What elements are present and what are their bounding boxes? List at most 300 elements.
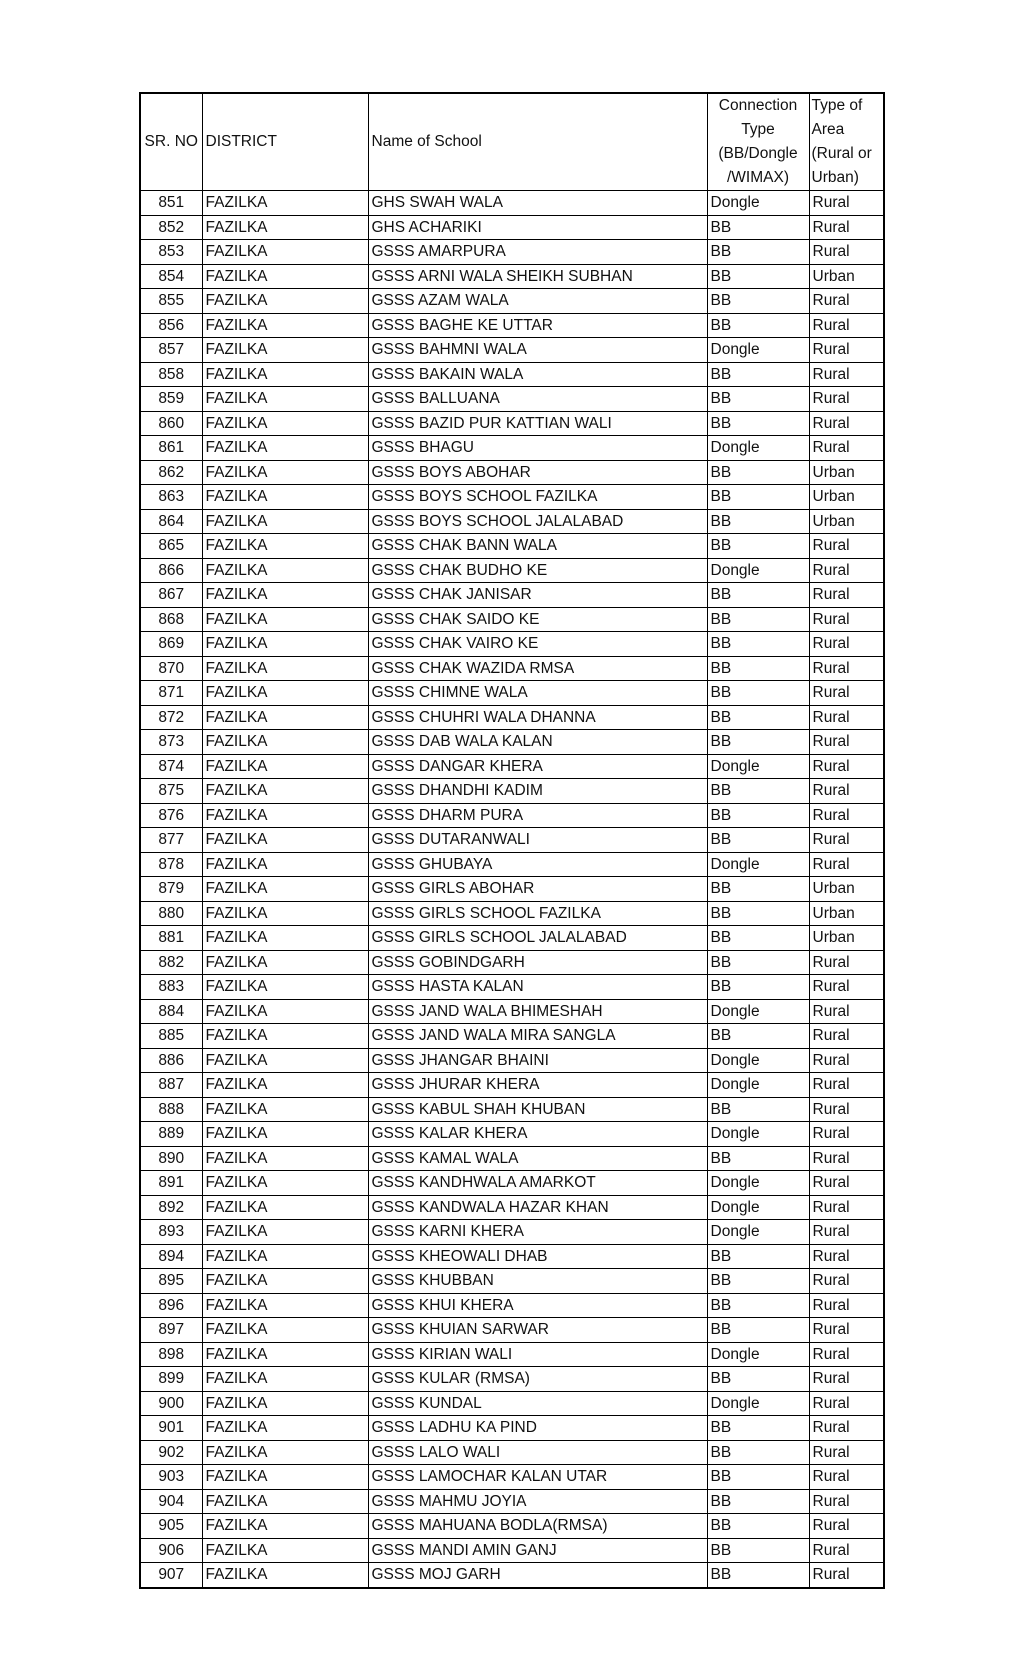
area-type-cell: Rural: [809, 240, 884, 265]
connection-type-cell: BB: [707, 583, 809, 608]
school-name-cell: GSSS BOYS ABOHAR: [368, 460, 707, 485]
connection-type-cell: Dongle: [707, 1048, 809, 1073]
district-cell: FAZILKA: [202, 1171, 368, 1196]
sr-no-cell: 890: [140, 1146, 202, 1171]
table-row: [140, 754, 884, 779]
sr-no-cell: 886: [140, 1048, 202, 1073]
district-cell: FAZILKA: [202, 1391, 368, 1416]
school-name-cell: GSSS BAKAIN WALA: [368, 362, 707, 387]
area-type-cell: Rural: [809, 1122, 884, 1147]
district-cell: FAZILKA: [202, 264, 368, 289]
connection-type-cell: BB: [707, 607, 809, 632]
sr-no-cell: 863: [140, 485, 202, 510]
connection-type-cell: BB: [707, 264, 809, 289]
school-name-cell: GSSS CHAK BUDHO KE: [368, 558, 707, 583]
sr-no-cell: 895: [140, 1269, 202, 1294]
area-type-cell: Rural: [809, 975, 884, 1000]
area-type-cell: Rural: [809, 656, 884, 681]
area-type-cell: Urban: [809, 460, 884, 485]
sr-no-cell: 903: [140, 1465, 202, 1490]
sr-no-cell: 902: [140, 1440, 202, 1465]
area-type-cell: Rural: [809, 1367, 884, 1392]
school-name-cell: GSSS BAZID PUR KATTIAN WALI: [368, 411, 707, 436]
connection-type-cell: Dongle: [707, 754, 809, 779]
school-name-cell: GSSS GOBINDGARH: [368, 950, 707, 975]
table-row: [140, 215, 884, 240]
district-cell: FAZILKA: [202, 1416, 368, 1441]
district-cell: FAZILKA: [202, 1146, 368, 1171]
sr-no-cell: 852: [140, 215, 202, 240]
district-cell: FAZILKA: [202, 730, 368, 755]
table-row: [140, 1269, 884, 1294]
sr-no-cell: 855: [140, 289, 202, 314]
sr-no-cell: 875: [140, 779, 202, 804]
area-type-cell: Rural: [809, 1269, 884, 1294]
table-row: [140, 1073, 884, 1098]
district-cell: FAZILKA: [202, 411, 368, 436]
connection-type-cell: BB: [707, 1538, 809, 1563]
connection-type-cell: BB: [707, 509, 809, 534]
area-type-cell: Rural: [809, 1563, 884, 1588]
school-name-cell: GSSS KHUIAN SARWAR: [368, 1318, 707, 1343]
area-type-cell: Rural: [809, 313, 884, 338]
connection-type-cell: BB: [707, 1514, 809, 1539]
area-type-cell: Rural: [809, 1073, 884, 1098]
area-type-cell: Urban: [809, 509, 884, 534]
connection-type-cell: BB: [707, 1416, 809, 1441]
sr-no-cell: 866: [140, 558, 202, 583]
school-name-cell: GSSS KALAR KHERA: [368, 1122, 707, 1147]
connection-type-cell: BB: [707, 1244, 809, 1269]
district-cell: FAZILKA: [202, 1293, 368, 1318]
area-type-cell: Rural: [809, 411, 884, 436]
sr-no-cell: 907: [140, 1563, 202, 1588]
area-type-cell: Rural: [809, 191, 884, 216]
area-type-cell: Rural: [809, 1465, 884, 1490]
district-cell: FAZILKA: [202, 215, 368, 240]
school-name-cell: GSSS CHAK WAZIDA RMSA: [368, 656, 707, 681]
district-cell: FAZILKA: [202, 387, 368, 412]
connection-type-cell: BB: [707, 411, 809, 436]
school-name-cell: GSSS BOYS SCHOOL FAZILKA: [368, 485, 707, 510]
connection-type-cell: BB: [707, 362, 809, 387]
sr-no-cell: 888: [140, 1097, 202, 1122]
connection-type-cell: BB: [707, 534, 809, 559]
sr-no-cell: 894: [140, 1244, 202, 1269]
area-type-cell: Rural: [809, 1097, 884, 1122]
area-type-cell: Rural: [809, 1489, 884, 1514]
area-type-cell: Rural: [809, 583, 884, 608]
school-name-cell: GSSS JAND WALA MIRA SANGLA: [368, 1024, 707, 1049]
school-name-cell: GSSS BALLUANA: [368, 387, 707, 412]
sr-no-cell: 896: [140, 1293, 202, 1318]
school-name-cell: GSSS CHAK JANISAR: [368, 583, 707, 608]
district-cell: FAZILKA: [202, 460, 368, 485]
connection-type-cell: BB: [707, 1489, 809, 1514]
district-cell: FAZILKA: [202, 877, 368, 902]
sr-no-cell: 904: [140, 1489, 202, 1514]
sr-no-cell: 897: [140, 1318, 202, 1343]
area-type-cell: Rural: [809, 338, 884, 363]
district-cell: FAZILKA: [202, 1220, 368, 1245]
area-type-cell: Rural: [809, 1220, 884, 1245]
connection-type-cell: BB: [707, 1563, 809, 1588]
connection-type-cell: BB: [707, 901, 809, 926]
school-name-cell: GSSS BHAGU: [368, 436, 707, 461]
area-type-cell: Rural: [809, 1538, 884, 1563]
table-row: [140, 1195, 884, 1220]
table-row: [140, 705, 884, 730]
connection-type-cell: BB: [707, 1465, 809, 1490]
sr-no-cell: 868: [140, 607, 202, 632]
area-type-cell: Rural: [809, 362, 884, 387]
sr-no-cell: 862: [140, 460, 202, 485]
district-cell: FAZILKA: [202, 950, 368, 975]
district-cell: FAZILKA: [202, 1318, 368, 1343]
school-name-cell: GSSS DHANDHI KADIM: [368, 779, 707, 804]
school-name-cell: GSSS JAND WALA BHIMESHAH: [368, 999, 707, 1024]
school-name-cell: GSSS BOYS SCHOOL JALALABAD: [368, 509, 707, 534]
area-type-cell: Rural: [809, 1024, 884, 1049]
connection-type-cell: BB: [707, 779, 809, 804]
sr-no-cell: 864: [140, 509, 202, 534]
table-row: [140, 387, 884, 412]
table-row: [140, 1318, 884, 1343]
table-body: [140, 191, 884, 1588]
header-sr-no: SR. NO: [140, 93, 202, 191]
area-type-cell: Rural: [809, 1391, 884, 1416]
district-cell: FAZILKA: [202, 681, 368, 706]
table-row: [140, 509, 884, 534]
school-name-cell: GSSS KABUL SHAH KHUBAN: [368, 1097, 707, 1122]
school-name-cell: GSSS JHANGAR BHAINI: [368, 1048, 707, 1073]
table-row: [140, 436, 884, 461]
connection-type-cell: BB: [707, 1097, 809, 1122]
area-type-cell: Rural: [809, 1048, 884, 1073]
district-cell: FAZILKA: [202, 1269, 368, 1294]
school-name-cell: GSSS CHAK SAIDO KE: [368, 607, 707, 632]
table-row: [140, 1440, 884, 1465]
school-name-cell: GSSS MAHUANA BODLA(RMSA): [368, 1514, 707, 1539]
school-name-cell: GSSS JHURAR KHERA: [368, 1073, 707, 1098]
connection-type-cell: BB: [707, 656, 809, 681]
table-row: [140, 1367, 884, 1392]
table-row: [140, 191, 884, 216]
area-type-cell: Urban: [809, 264, 884, 289]
district-cell: FAZILKA: [202, 1073, 368, 1098]
table-row: [140, 1563, 884, 1588]
district-cell: FAZILKA: [202, 999, 368, 1024]
sr-no-cell: 881: [140, 926, 202, 951]
connection-type-cell: BB: [707, 730, 809, 755]
area-type-cell: Rural: [809, 1440, 884, 1465]
sr-no-cell: 879: [140, 877, 202, 902]
district-cell: FAZILKA: [202, 1195, 368, 1220]
table-row: [140, 803, 884, 828]
header-district: DISTRICT: [202, 93, 368, 191]
sr-no-cell: 877: [140, 828, 202, 853]
sr-no-cell: 891: [140, 1171, 202, 1196]
area-type-cell: Rural: [809, 1195, 884, 1220]
sr-no-cell: 884: [140, 999, 202, 1024]
area-type-cell: Rural: [809, 387, 884, 412]
district-cell: FAZILKA: [202, 656, 368, 681]
table-row: [140, 289, 884, 314]
school-name-cell: GSSS DAB WALA KALAN: [368, 730, 707, 755]
area-type-cell: Rural: [809, 1293, 884, 1318]
connection-type-cell: BB: [707, 313, 809, 338]
table-row: [140, 950, 884, 975]
school-name-cell: GSSS MOJ GARH: [368, 1563, 707, 1588]
connection-type-cell: BB: [707, 877, 809, 902]
table-row: [140, 1293, 884, 1318]
school-name-cell: GSSS KIRIAN WALI: [368, 1342, 707, 1367]
sr-no-cell: 893: [140, 1220, 202, 1245]
connection-type-cell: Dongle: [707, 1171, 809, 1196]
school-name-cell: GSSS MAHMU JOYIA: [368, 1489, 707, 1514]
school-name-cell: GSSS KAMAL WALA: [368, 1146, 707, 1171]
area-type-cell: Rural: [809, 558, 884, 583]
table-header: [140, 93, 884, 191]
table-row: [140, 1122, 884, 1147]
district-cell: FAZILKA: [202, 754, 368, 779]
area-type-cell: Rural: [809, 681, 884, 706]
connection-type-cell: Dongle: [707, 852, 809, 877]
area-type-cell: Rural: [809, 779, 884, 804]
sr-no-cell: 874: [140, 754, 202, 779]
header-row: [140, 93, 884, 191]
school-name-cell: GSSS BAGHE KE UTTAR: [368, 313, 707, 338]
sr-no-cell: 858: [140, 362, 202, 387]
connection-type-cell: Dongle: [707, 1122, 809, 1147]
district-cell: FAZILKA: [202, 436, 368, 461]
connection-type-cell: BB: [707, 1293, 809, 1318]
sr-no-cell: 880: [140, 901, 202, 926]
area-type-cell: Rural: [809, 436, 884, 461]
connection-type-cell: BB: [707, 926, 809, 951]
table-row: [140, 1416, 884, 1441]
sr-no-cell: 857: [140, 338, 202, 363]
schools-table: [139, 92, 885, 1589]
school-name-cell: GSSS AZAM WALA: [368, 289, 707, 314]
table-row: [140, 975, 884, 1000]
area-type-cell: Rural: [809, 1244, 884, 1269]
school-name-cell: GSSS KUNDAL: [368, 1391, 707, 1416]
table-row: [140, 1048, 884, 1073]
area-type-cell: Rural: [809, 999, 884, 1024]
district-cell: FAZILKA: [202, 1465, 368, 1490]
table-row: [140, 338, 884, 363]
connection-type-cell: BB: [707, 240, 809, 265]
school-name-cell: GSSS LALO WALI: [368, 1440, 707, 1465]
table-row: [140, 1391, 884, 1416]
school-name-cell: GSSS CHUHRI WALA DHANNA: [368, 705, 707, 730]
district-cell: FAZILKA: [202, 1122, 368, 1147]
area-type-cell: Rural: [809, 754, 884, 779]
table-row: [140, 362, 884, 387]
school-name-cell: GSSS ARNI WALA SHEIKH SUBHAN: [368, 264, 707, 289]
connection-type-cell: BB: [707, 950, 809, 975]
header-area-type: Type of Area (Rural or Urban): [809, 93, 884, 191]
school-name-cell: GSSS CHIMNE WALA: [368, 681, 707, 706]
table-row: [140, 1465, 884, 1490]
area-type-cell: Rural: [809, 1318, 884, 1343]
area-type-cell: Rural: [809, 1514, 884, 1539]
connection-type-cell: BB: [707, 1269, 809, 1294]
connection-type-cell: Dongle: [707, 338, 809, 363]
table-row: [140, 313, 884, 338]
connection-type-cell: Dongle: [707, 1342, 809, 1367]
connection-type-cell: Dongle: [707, 1195, 809, 1220]
district-cell: FAZILKA: [202, 1048, 368, 1073]
area-type-cell: Rural: [809, 1171, 884, 1196]
table-row: [140, 558, 884, 583]
area-type-cell: Urban: [809, 485, 884, 510]
school-name-cell: GSSS KARNI KHERA: [368, 1220, 707, 1245]
sr-no-cell: 853: [140, 240, 202, 265]
area-type-cell: Urban: [809, 877, 884, 902]
school-name-cell: GSSS MANDI AMIN GANJ: [368, 1538, 707, 1563]
table-row: [140, 656, 884, 681]
connection-type-cell: Dongle: [707, 1073, 809, 1098]
school-name-cell: GSSS KANDWALA HAZAR KHAN: [368, 1195, 707, 1220]
connection-type-cell: BB: [707, 632, 809, 657]
district-cell: FAZILKA: [202, 852, 368, 877]
sr-no-cell: 870: [140, 656, 202, 681]
sr-no-cell: 871: [140, 681, 202, 706]
district-cell: FAZILKA: [202, 632, 368, 657]
school-name-cell: GSSS GHUBAYA: [368, 852, 707, 877]
table-row: [140, 779, 884, 804]
district-cell: FAZILKA: [202, 779, 368, 804]
connection-type-cell: BB: [707, 485, 809, 510]
sr-no-cell: 876: [140, 803, 202, 828]
school-name-cell: GHS SWAH WALA: [368, 191, 707, 216]
connection-type-cell: BB: [707, 681, 809, 706]
table-row: [140, 1244, 884, 1269]
school-name-cell: GSSS GIRLS SCHOOL FAZILKA: [368, 901, 707, 926]
district-cell: FAZILKA: [202, 485, 368, 510]
table-row: [140, 1220, 884, 1245]
district-cell: FAZILKA: [202, 1024, 368, 1049]
connection-type-cell: BB: [707, 215, 809, 240]
area-type-cell: Rural: [809, 632, 884, 657]
sr-no-cell: 854: [140, 264, 202, 289]
sr-no-cell: 892: [140, 1195, 202, 1220]
school-name-cell: GSSS BAHMNI WALA: [368, 338, 707, 363]
school-name-cell: GSSS GIRLS ABOHAR: [368, 877, 707, 902]
district-cell: FAZILKA: [202, 607, 368, 632]
connection-type-cell: BB: [707, 975, 809, 1000]
area-type-cell: Rural: [809, 1416, 884, 1441]
table-row: [140, 632, 884, 657]
connection-type-cell: BB: [707, 1024, 809, 1049]
school-name-cell: GSSS KHUI KHERA: [368, 1293, 707, 1318]
table-row: [140, 1342, 884, 1367]
connection-type-cell: Dongle: [707, 558, 809, 583]
school-name-cell: GSSS DANGAR KHERA: [368, 754, 707, 779]
district-cell: FAZILKA: [202, 558, 368, 583]
table-row: [140, 1146, 884, 1171]
connection-type-cell: Dongle: [707, 1391, 809, 1416]
table-row: [140, 607, 884, 632]
sr-no-cell: 861: [140, 436, 202, 461]
connection-type-cell: Dongle: [707, 191, 809, 216]
area-type-cell: Rural: [809, 950, 884, 975]
table-row: [140, 877, 884, 902]
sr-no-cell: 882: [140, 950, 202, 975]
district-cell: FAZILKA: [202, 583, 368, 608]
connection-type-cell: Dongle: [707, 999, 809, 1024]
school-name-cell: GSSS KHUBBAN: [368, 1269, 707, 1294]
table-row: [140, 411, 884, 436]
sr-no-cell: 889: [140, 1122, 202, 1147]
school-name-cell: GSSS KULAR (RMSA): [368, 1367, 707, 1392]
area-type-cell: Rural: [809, 534, 884, 559]
sr-no-cell: 869: [140, 632, 202, 657]
table-row: [140, 240, 884, 265]
sr-no-cell: 887: [140, 1073, 202, 1098]
district-cell: FAZILKA: [202, 191, 368, 216]
district-cell: FAZILKA: [202, 362, 368, 387]
school-name-cell: GSSS DUTARANWALI: [368, 828, 707, 853]
table-row: [140, 852, 884, 877]
school-name-cell: GSSS DHARM PURA: [368, 803, 707, 828]
district-cell: FAZILKA: [202, 534, 368, 559]
connection-type-cell: BB: [707, 387, 809, 412]
table-row: [140, 926, 884, 951]
district-cell: FAZILKA: [202, 705, 368, 730]
table-row: [140, 901, 884, 926]
sr-no-cell: 905: [140, 1514, 202, 1539]
district-cell: FAZILKA: [202, 828, 368, 853]
connection-type-cell: BB: [707, 828, 809, 853]
connection-type-cell: Dongle: [707, 436, 809, 461]
sr-no-cell: 873: [140, 730, 202, 755]
connection-type-cell: BB: [707, 705, 809, 730]
district-cell: FAZILKA: [202, 289, 368, 314]
header-school-name: Name of School: [368, 93, 707, 191]
school-name-cell: GSSS LADHU KA PIND: [368, 1416, 707, 1441]
table-row: [140, 1097, 884, 1122]
school-name-cell: GSSS CHAK BANN WALA: [368, 534, 707, 559]
connection-type-cell: BB: [707, 1318, 809, 1343]
school-name-cell: GSSS GIRLS SCHOOL JALALABAD: [368, 926, 707, 951]
connection-type-cell: BB: [707, 1440, 809, 1465]
school-name-cell: GSSS CHAK VAIRO KE: [368, 632, 707, 657]
district-cell: FAZILKA: [202, 1489, 368, 1514]
connection-type-cell: BB: [707, 460, 809, 485]
district-cell: FAZILKA: [202, 975, 368, 1000]
table-row: [140, 730, 884, 755]
table-row: [140, 583, 884, 608]
school-name-cell: GSSS AMARPURA: [368, 240, 707, 265]
connection-type-cell: BB: [707, 803, 809, 828]
sr-no-cell: 906: [140, 1538, 202, 1563]
district-cell: FAZILKA: [202, 509, 368, 534]
table-row: [140, 1171, 884, 1196]
school-name-cell: GSSS KHEOWALI DHAB: [368, 1244, 707, 1269]
area-type-cell: Rural: [809, 852, 884, 877]
district-cell: FAZILKA: [202, 1244, 368, 1269]
district-cell: FAZILKA: [202, 1563, 368, 1588]
sr-no-cell: 883: [140, 975, 202, 1000]
area-type-cell: Urban: [809, 901, 884, 926]
district-cell: FAZILKA: [202, 240, 368, 265]
table-row: [140, 828, 884, 853]
school-name-cell: GSSS LAMOCHAR KALAN UTAR: [368, 1465, 707, 1490]
sr-no-cell: 851: [140, 191, 202, 216]
